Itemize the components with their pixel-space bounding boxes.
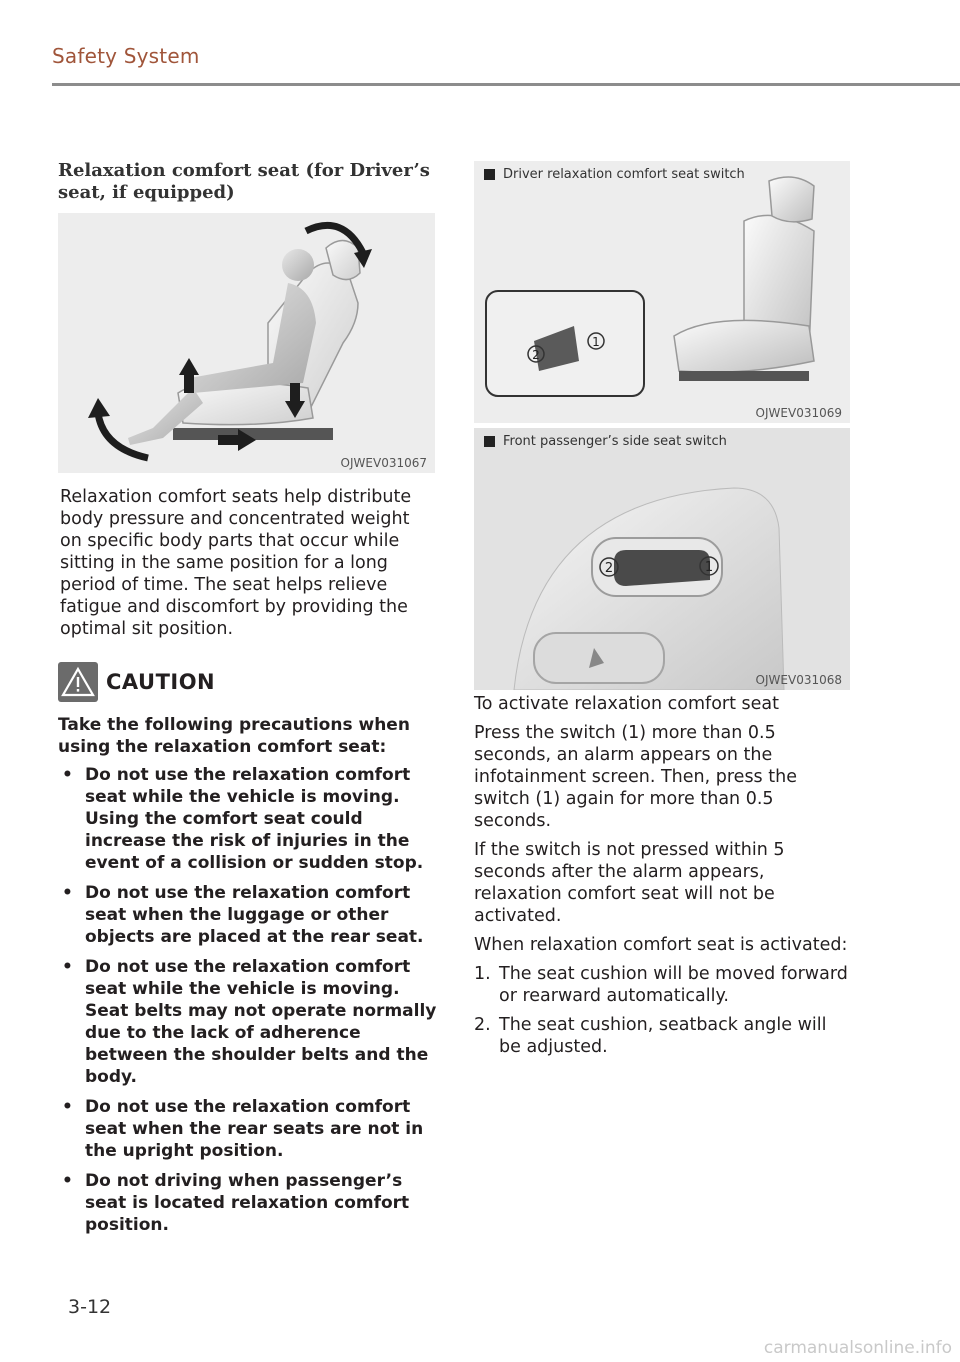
watermark: carmanualsonline.info: [763, 1338, 952, 1358]
bullet: •: [62, 957, 73, 977]
bullet: •: [62, 1097, 73, 1117]
section-title: Relaxation comfort seat (for Driver’s seat, if equipped): [58, 160, 430, 203]
figure-code: OJWEV031069: [755, 406, 842, 420]
figure-driver-switch: [474, 161, 850, 423]
warning-triangle-icon: [58, 662, 98, 702]
switch-label-2: 2: [604, 561, 614, 576]
caution-item: • Do not use the relaxation comfort seat while the vehicle is moving. Seat belts may not operate normally due to the lack of adherence between the shoulder belts and the body.: [62, 957, 437, 1087]
caution-item: • Do not use the relaxation comfort seat when the rear seats are not in the upright position.: [62, 1097, 424, 1161]
activation-paragraph-2: If the switch is not pressed within 5 seconds after the alarm appears, relaxation comfort seat will not be activated.: [474, 840, 785, 926]
activation-steps: [474, 963, 850, 1058]
header-rule: [52, 83, 960, 86]
figure-caption: Driver relaxation comfort seat switch: [484, 167, 745, 182]
caution-title: CAUTION: [106, 670, 216, 694]
figure-passenger-switch: [474, 428, 850, 690]
figure-code: OJWEV031067: [340, 456, 427, 470]
switch-label-1: 1: [592, 335, 600, 349]
bullet: •: [62, 883, 73, 903]
figure-caption: Front passenger’s side seat switch: [484, 434, 727, 449]
step-item: 1. The seat cushion will be moved forward or rearward automatically.: [474, 964, 848, 1006]
activation-section: [474, 693, 850, 1065]
step-item: 2. The seat cushion, seatback angle will be adjusted.: [474, 1015, 827, 1057]
caution-list: [58, 764, 438, 1236]
figure-relaxation-seat: [58, 213, 435, 473]
switch-label-1: 1: [704, 560, 714, 575]
activation-paragraph-3: When relaxation comfort seat is activated:: [474, 935, 848, 955]
caution-intro: Take the following precautions when using the relaxation comfort seat:: [58, 715, 410, 757]
caution-item: • Do not use the relaxation comfort seat while the vehicle is moving. Using the comfort seat could increase the risk of injuries in the event of a collision or sudden stop.: [62, 765, 424, 873]
intro-paragraph: [60, 486, 435, 647]
seat-illustration: [58, 213, 435, 473]
page-number: 3-12: [68, 1296, 112, 1318]
passenger-switch-illustration: [474, 428, 850, 690]
activation-heading: To activate relaxation comfort seat: [474, 694, 779, 714]
driver-switch-illustration: [474, 161, 850, 423]
switch-label-2: 2: [532, 348, 540, 362]
caution-header: [58, 662, 438, 702]
running-header: Safety System: [52, 44, 200, 68]
caution-item: • Do not use the relaxation comfort seat when the luggage or other objects are placed at the rear seat.: [62, 883, 424, 947]
bullet: •: [62, 1171, 73, 1191]
caution-item: • Do not driving when passenger’s seat is located relaxation comfort position.: [62, 1171, 410, 1235]
intro-text: Relaxation comfort seats help distribute body pressure and concentrated weight on specific body parts that occur while sitting in the same position for a long period of time. The seat helps relieve fatigue and discomfort by providing the optimal sit position.: [60, 487, 412, 639]
bullet: •: [62, 765, 73, 785]
caution-block: [58, 662, 438, 1244]
figure-code: OJWEV031068: [755, 673, 842, 687]
activation-paragraph-1: Press the switch (1) more than 0.5 seconds, an alarm appears on the infotainment screen. Then, press the switch (1) again for more than 0.5 seconds.: [474, 723, 797, 831]
